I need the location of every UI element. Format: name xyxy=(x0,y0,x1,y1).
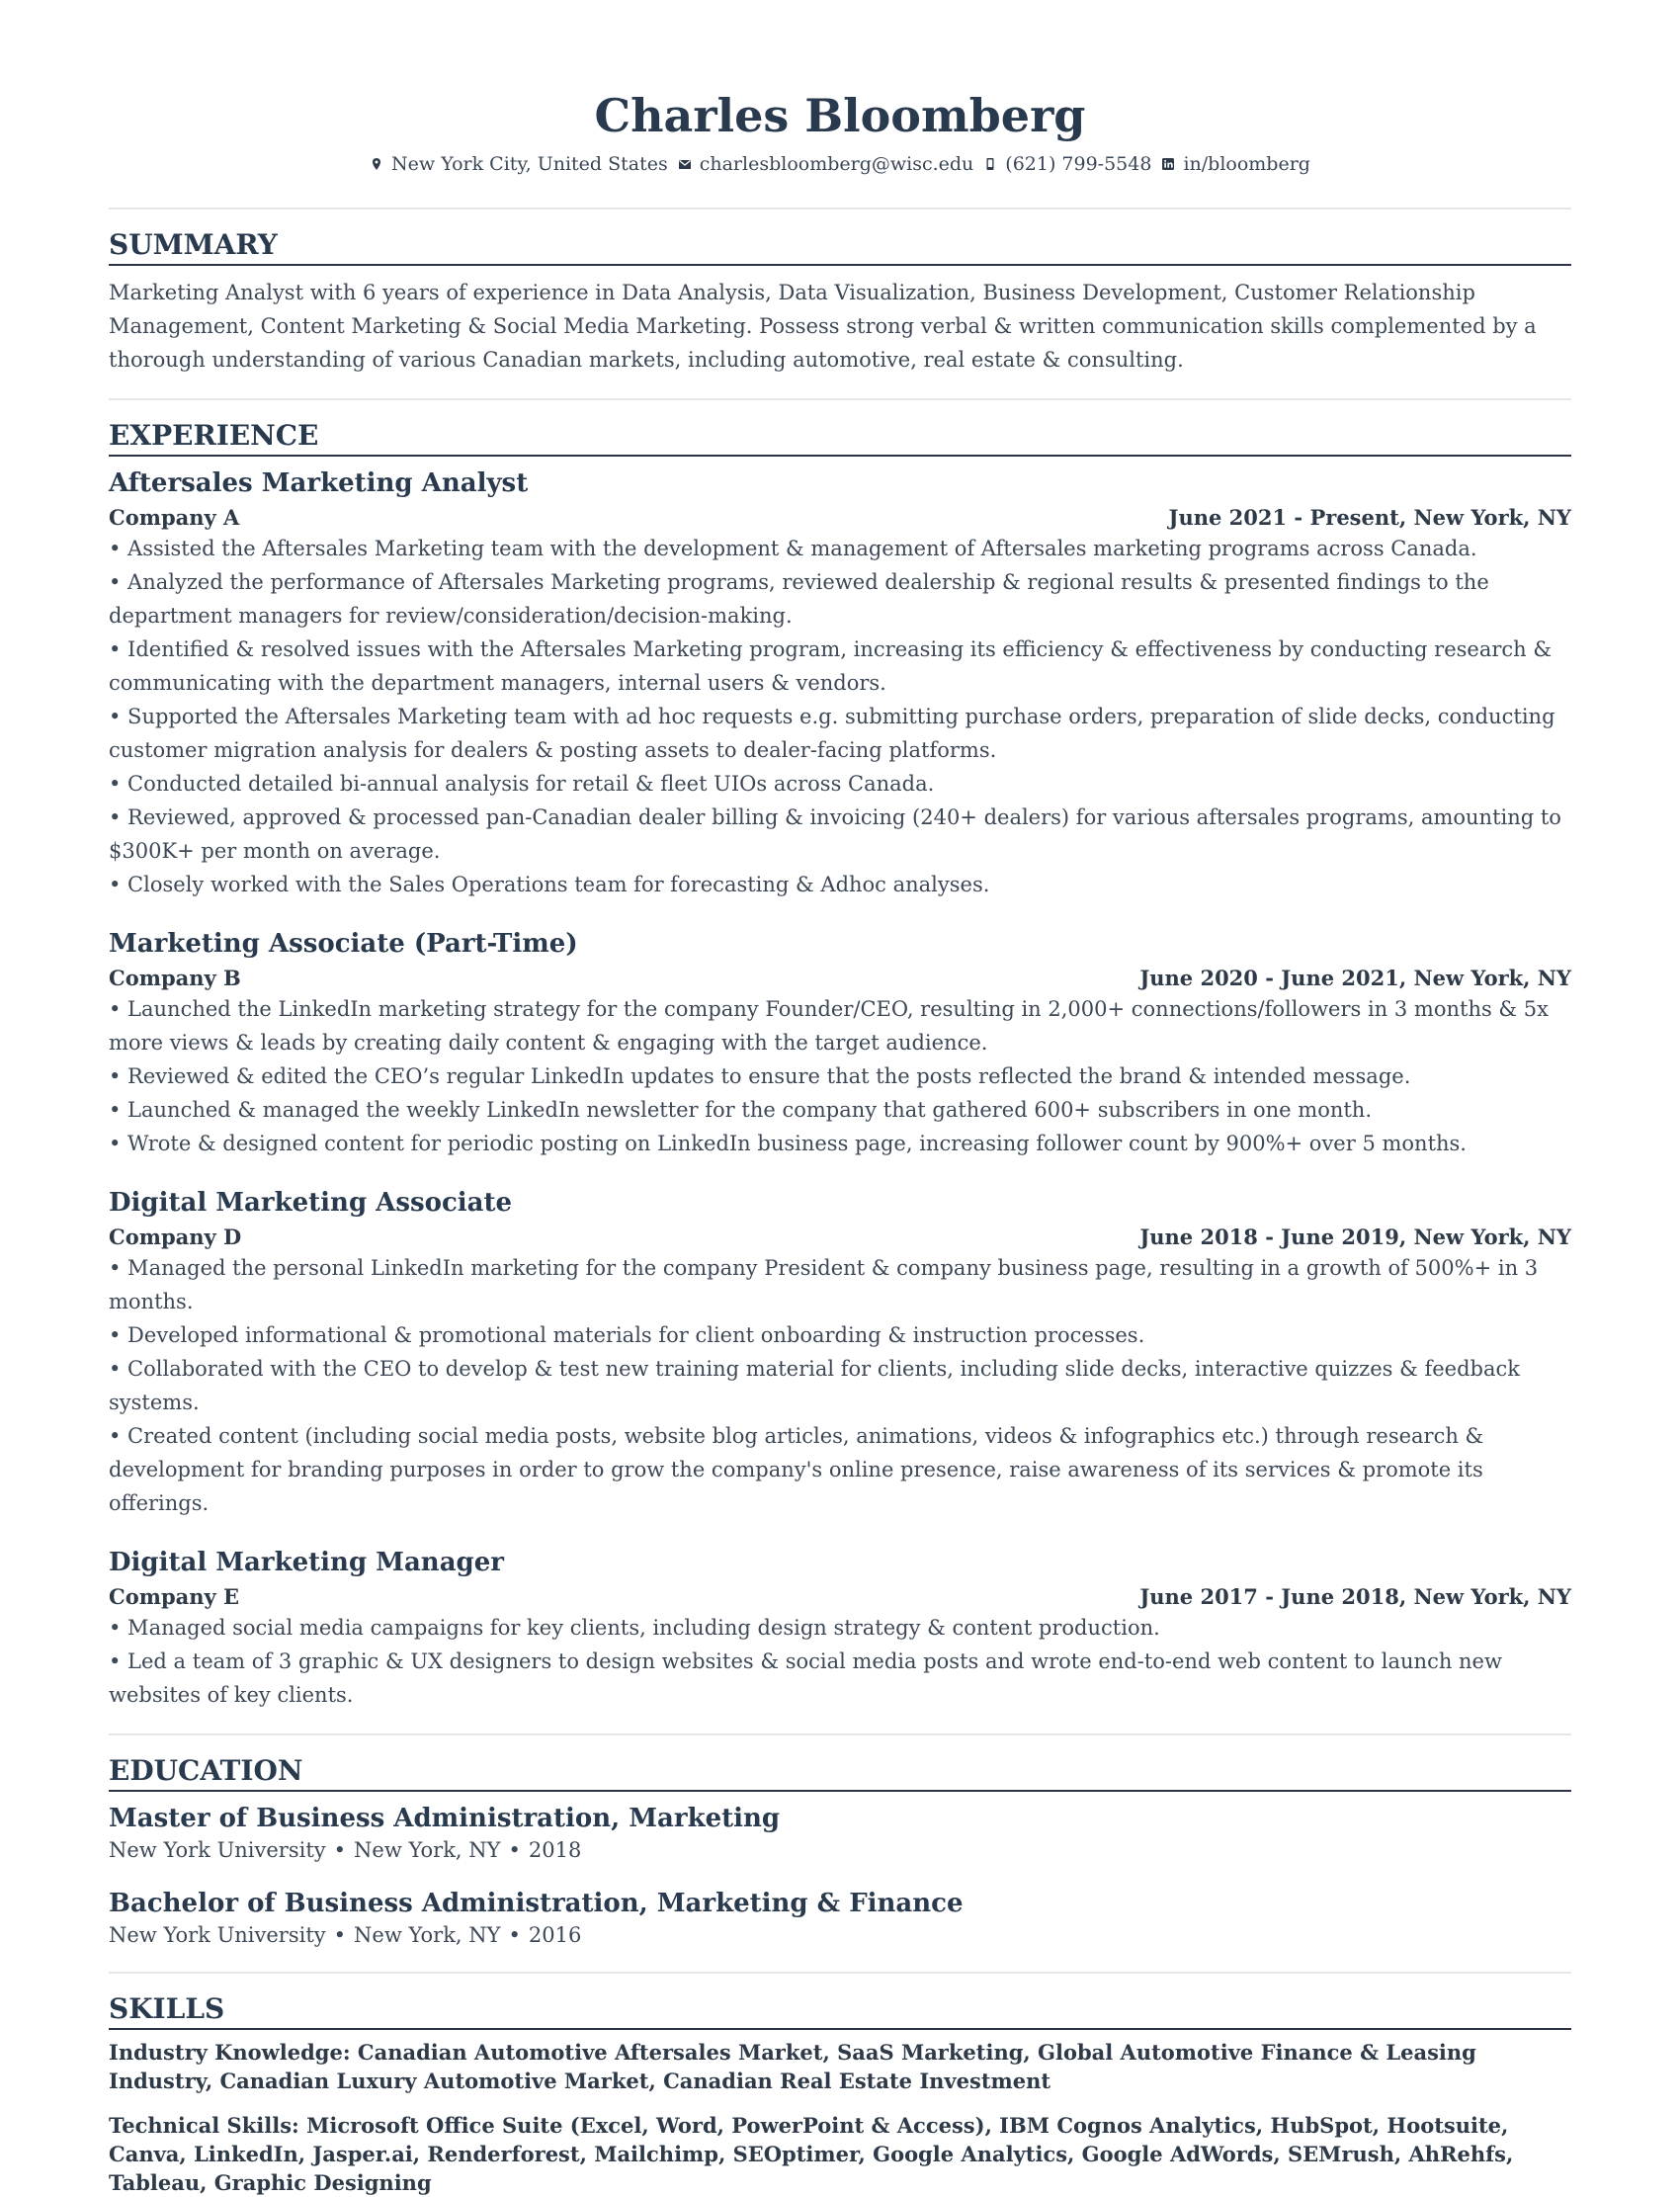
contact-email[interactable] xyxy=(678,153,974,175)
job-bullets xyxy=(109,1251,1571,1520)
contact-phone[interactable] xyxy=(983,153,1151,175)
bullet-item: • Supported the Aftersales Marketing team with ad hoc requests e.g. submitting purchase orders, preparation of slide decks, conducting customer migration analysis for dealers & posting assets to dealer-facing platforms. xyxy=(109,704,1555,762)
phone-text[interactable]: (621) 799-5548 xyxy=(1005,152,1152,175)
skills-heading: SKILLS xyxy=(109,1991,1571,2030)
bullet-item: • Analyzed the performance of Aftersales Marketing programs, reviewed dealership & regional results & presented findings to the department managers for review/consideration/decision-making. xyxy=(109,569,1489,628)
job-dates-location: June 2020 - June 2021, New York, NY xyxy=(1139,965,1571,990)
skill-group: Industry Knowledge: Canadian Automotive Aftersales Market, SaaS Marketing, Global Automotive Finance & Leasing Industry, Canadian Luxury Automotive Market, Canadian Real Estate Investment xyxy=(109,2039,1476,2093)
divider xyxy=(109,1733,1571,1735)
bullet-item: • Led a team of 3 graphic & UX designers to design websites & social media posts and wrote end-to-end web content to launch new websites of key clients. xyxy=(109,1648,1502,1707)
job-title: Aftersales Marketing Analyst xyxy=(109,467,529,498)
separator-dot: • xyxy=(333,1837,347,1862)
job-title: Digital Marketing Associate xyxy=(109,1187,513,1218)
summary-text: Marketing Analyst with 6 years of experience in Data Analysis, Data Visualization, Business Development, Customer Relationship Management, Content Marketing & Social Media Marketing. Possess strong verbal & written communication skills complemented by a thorough understanding of various Canadian markets, including automotive, real estate & consulting. xyxy=(109,280,1537,372)
school-location: New York, NY xyxy=(354,1922,501,1947)
divider xyxy=(109,1972,1571,1974)
bullet-item: • Assisted the Aftersales Marketing team with the development & management of Aftersales marketing programs across Canada. xyxy=(109,536,1477,560)
bullet-item: • Collaborated with the CEO to develop & test new training material for clients, including slide decks, interactive quizzes & feedback systems. xyxy=(109,1356,1520,1414)
company-name: Company A xyxy=(109,504,240,530)
school-location: New York, NY xyxy=(354,1837,501,1862)
school-name: New York University xyxy=(109,1837,326,1862)
experience-heading: EXPERIENCE xyxy=(109,418,1571,457)
job-entry xyxy=(109,466,1571,901)
company-name: Company D xyxy=(109,1224,242,1249)
job-bullets xyxy=(109,992,1571,1160)
bullet-item: • Launched the LinkedIn marketing strategy for the company Founder/CEO, resulting in 2,000+ connections/followers in 3 months & 5x more views & leads by creating daily content & engaging with the target audience. xyxy=(109,996,1549,1055)
linkedin-text[interactable]: in/bloomberg xyxy=(1183,152,1310,175)
summary-heading: SUMMARY xyxy=(109,227,1571,266)
email-text[interactable]: charlesbloomberg@wisc.edu xyxy=(699,152,974,175)
job-dates-location: June 2018 - June 2019, New York, NY xyxy=(1139,1224,1571,1249)
job-title: Digital Marketing Manager xyxy=(109,1547,504,1577)
education-heading: EDUCATION xyxy=(109,1753,1571,1792)
degree-title: Master of Business Administration, Marketing xyxy=(109,1803,781,1833)
divider xyxy=(109,398,1571,400)
location-text: New York City, United States xyxy=(391,152,668,175)
graduation-year: 2018 xyxy=(528,1837,582,1862)
skills-section xyxy=(109,1991,1571,2197)
bullet-item: • Reviewed & edited the CEO’s regular LinkedIn updates to ensure that the posts reflected the brand & intended message. xyxy=(109,1063,1411,1088)
bullet-item: • Identified & resolved issues with the Aftersales Marketing program, increasing its efficiency & effectiveness by conducting research & communicating with the department managers, internal users & vendors. xyxy=(109,636,1553,695)
experience-section xyxy=(109,418,1571,1712)
candidate-name: Charles Bloomberg xyxy=(594,89,1086,142)
bullet-item: • Wrote & designed content for periodic posting on LinkedIn business page, increasing follower count by 900%+ over 5 months. xyxy=(109,1131,1467,1155)
separator-dot: • xyxy=(333,1922,347,1947)
separator-dot: • xyxy=(508,1837,521,1862)
school-name: New York University xyxy=(109,1922,326,1947)
degree-title: Bachelor of Business Administration, Marketing & Finance xyxy=(109,1888,964,1918)
bullet-item: • Launched & managed the weekly LinkedIn newsletter for the company that gathered 600+ subscribers in one month. xyxy=(109,1097,1373,1122)
job-meta xyxy=(109,500,1571,532)
company-name: Company B xyxy=(109,965,241,990)
job-meta xyxy=(109,1579,1571,1611)
job-meta xyxy=(109,961,1571,992)
bullet-item: • Developed informational & promotional materials for client onboarding & instruction processes. xyxy=(109,1322,1145,1347)
location-pin-icon xyxy=(370,157,383,171)
contact-location xyxy=(370,153,668,175)
divider xyxy=(109,208,1571,210)
bullet-item: • Conducted detailed bi-annual analysis for retail & fleet UIOs across Canada. xyxy=(109,771,935,796)
education-details xyxy=(109,1920,1571,1950)
mobile-phone-icon xyxy=(983,157,997,171)
job-entry xyxy=(109,1546,1571,1712)
bullet-item: • Managed social media campaigns for key clients, including design strategy & content production. xyxy=(109,1615,1160,1640)
job-bullets xyxy=(109,1611,1571,1712)
bullet-item: • Managed the personal LinkedIn marketing for the company President & company business page, resulting in a growth of 500%+ in 3 months. xyxy=(109,1255,1539,1313)
bullet-item: • Closely worked with the Sales Operations team for forecasting & Adhoc analyses. xyxy=(109,872,990,896)
summary-section xyxy=(109,227,1571,377)
graduation-year: 2016 xyxy=(528,1922,582,1947)
envelope-icon xyxy=(678,157,692,171)
bullet-item: • Reviewed, approved & processed pan-Canadian dealer billing & invoicing (240+ dealers) for various aftersales programs, amounting to $300K+ per month on average. xyxy=(109,804,1561,863)
education-entry xyxy=(109,1802,1571,1865)
job-dates-location: June 2021 - Present, New York, NY xyxy=(1168,504,1571,530)
contact-bar xyxy=(109,153,1571,175)
linkedin-icon xyxy=(1161,157,1175,171)
job-entry xyxy=(109,1186,1571,1520)
company-name: Company E xyxy=(109,1583,240,1609)
skill-group: Technical Skills: Microsoft Office Suite (Excel, Word, PowerPoint & Access), IBM Cognos Analytics, HubSpot, Hootsuite, Canva, LinkedIn, Jasper.ai, Renderforest, Mailchimp, SEOptimer, Google Analytics, Google AdWords, SEMrush, AhRehfs, Tableau, Graphic Designing xyxy=(109,2112,1514,2195)
contact-linkedin[interactable] xyxy=(1161,153,1310,175)
separator-dot: • xyxy=(508,1922,521,1947)
job-dates-location: June 2017 - June 2018, New York, NY xyxy=(1139,1583,1571,1609)
education-entry xyxy=(109,1887,1571,1950)
job-entry xyxy=(109,927,1571,1160)
education-details xyxy=(109,1835,1571,1865)
job-bullets xyxy=(109,532,1571,901)
job-meta xyxy=(109,1220,1571,1251)
bullet-item: • Created content (including social media posts, website blog articles, animations, videos & infographics etc.) through research & development for branding purposes in order to grow the company's online presence, raise awareness of its services & promote its offerings. xyxy=(109,1423,1484,1515)
education-section xyxy=(109,1753,1571,1950)
job-title: Marketing Associate (Part-Time) xyxy=(109,928,578,959)
